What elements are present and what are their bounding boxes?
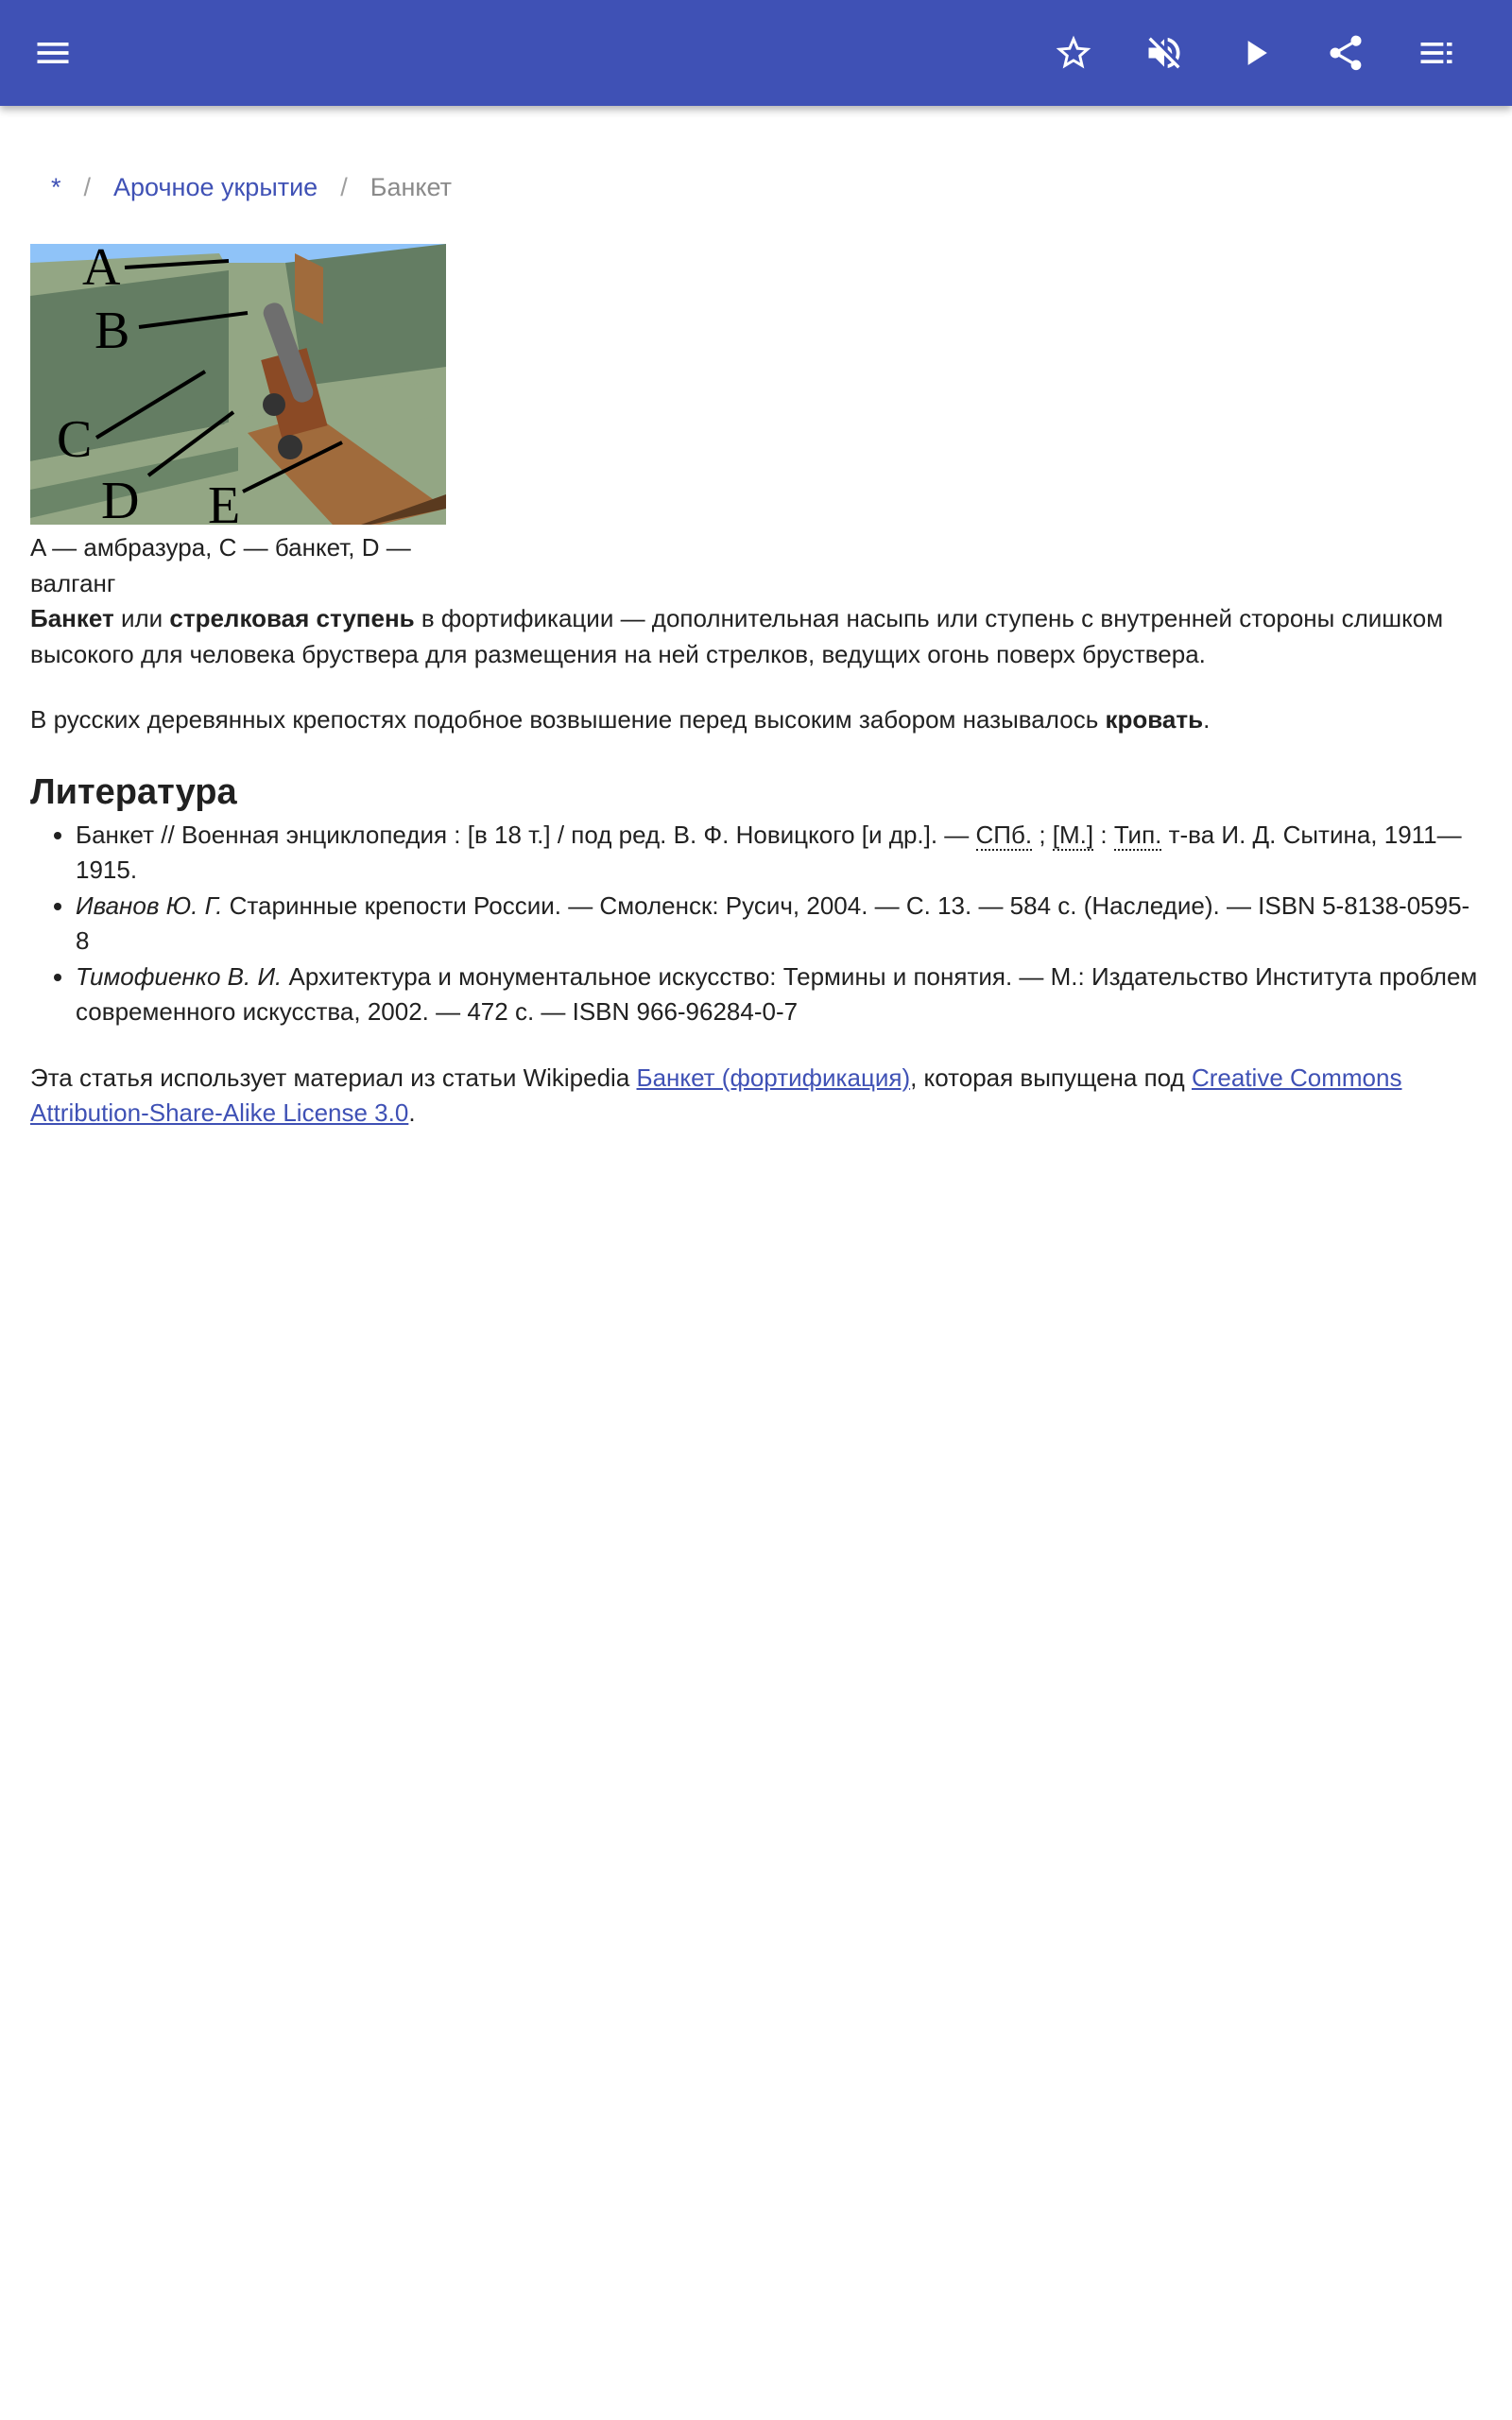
play-icon[interactable] [1232,30,1278,76]
volume-off-icon[interactable] [1142,30,1187,76]
abbreviation[interactable]: Тип. [1113,820,1162,849]
author: Иванов Ю. Г. [76,890,223,920]
text: т-ва И. Д. Сытина, 1911—1915. [76,820,1462,884]
breadcrumb-separator: / [83,173,92,201]
text: Старинные крепости России. — Смоленск: Русич, 2004. — С. 13. — 584 с. (Наследие). — ISBN 5-8138-0595-8 [76,890,1470,955]
banquette-diagram-image[interactable] [30,244,446,525]
author: Тимофиенко В. И. [76,961,283,991]
breadcrumb-current: Банкет [369,173,452,201]
article-content [30,244,1482,1162]
intro-paragraph [30,601,1482,672]
term: стрелковая ступень [169,604,415,632]
wikipedia-article-link[interactable]: Банкет (фортификация) [636,1063,911,1092]
figure-caption: A — амбразура, C — банкет, D — валганг [30,533,411,597]
diagram-label: C [57,410,93,469]
list-item [76,889,1482,959]
text: Архитектура и монументальное искусство: Термины и понятия. — М.: Издательство Института проблем современного искусства, 2002. — 472 с. — ISBN 966-96284-0-7 [76,961,1478,1026]
text: , которая выпущена под [910,1063,1192,1092]
share-icon[interactable] [1323,30,1368,76]
text: в фортификации — дополнительная насыпь или ступень с внутренней стороны слишком высокого для человека бруствера для размещения на ней стрелков, ведущих огонь поверх бруствера. [30,604,1444,668]
history-paragraph [30,702,1482,738]
license-link[interactable]: Creative Commons Attribution-Share-Alike License 3.0 [30,1063,1402,1127]
playlist-icon[interactable] [1414,30,1459,76]
diagram-label: E [208,476,241,525]
breadcrumb-parent-link[interactable]: Арочное укрытие [113,173,318,201]
literature-heading: Литература [30,771,237,812]
text: В русских деревянных крепостях подобное возвышение перед высоким забором называлось [30,705,1106,734]
list-item [76,959,1482,1030]
abbreviation[interactable]: [М.] [1052,820,1094,849]
text: . [1203,705,1211,734]
text: . [408,1098,416,1127]
diagram-label: B [94,302,130,360]
app-toolbar [0,0,1512,106]
text: Банкет // Военная энциклопедия : [в 18 т.] / под ред. В. Ф. Новицкого [и др.]. — [76,820,976,849]
star-icon[interactable] [1051,30,1096,76]
literature-list [30,818,1482,1030]
license-footer [30,1061,1482,1132]
figure [30,244,446,601]
diagram-label: D [101,472,140,525]
text: или [113,604,170,632]
term: кровать [1105,705,1204,734]
diagram-label: A [82,244,121,297]
breadcrumb-separator: / [340,173,348,201]
abbreviation[interactable]: СПб. [975,820,1033,849]
list-item [76,818,1482,889]
breadcrumb [51,168,452,206]
text: : [1093,820,1114,849]
text: Эта статья использует материал из статьи Wikipedia [30,1063,637,1092]
breadcrumb-root-link[interactable]: * [51,173,61,201]
menu-icon[interactable] [30,30,76,76]
text: ; [1032,820,1053,849]
term: Банкет [30,604,114,632]
